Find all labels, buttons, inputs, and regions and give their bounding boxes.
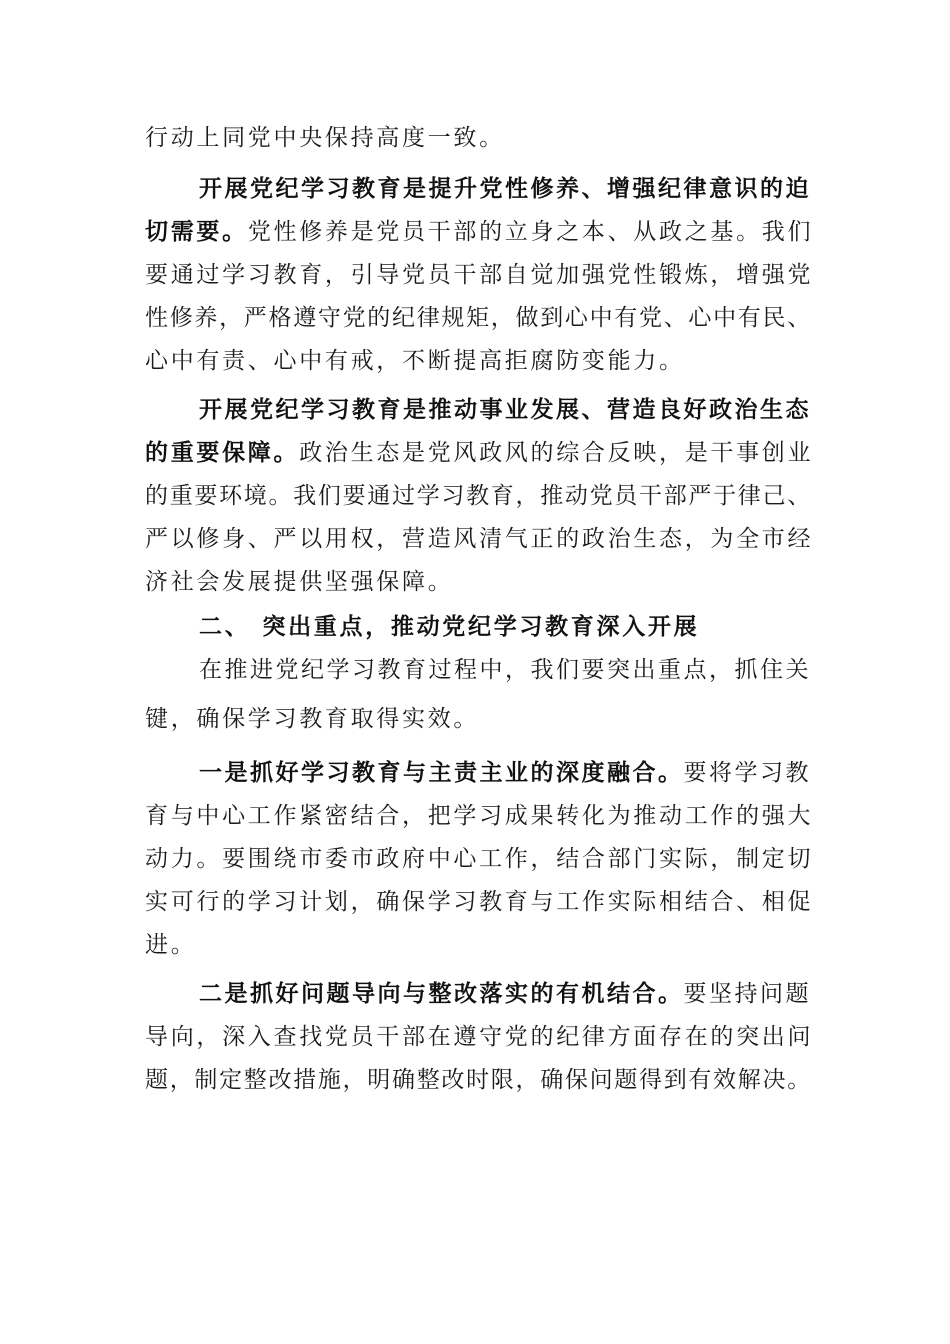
text-span: 要坚持问题 (683, 981, 811, 1007)
body-line (145, 346, 685, 376)
text-span: 要通过学习教育，引导党员干部自觉加强党性锻炼，增强党 (145, 262, 814, 288)
body-line (145, 1022, 813, 1052)
text-span: 导向，深入查找党员干部在遵守党的纪律方面存在的突出问 (145, 1024, 814, 1050)
section-number: 二、 (199, 614, 251, 640)
text-span: 济社会发展提供坚强保障。 (145, 569, 454, 595)
bold-lead-text: 的重要保障。 (145, 440, 300, 466)
text-span: 严以修身、严以用权，营造风清气正的政治生态，为全市经 (145, 526, 814, 552)
body-line (145, 930, 196, 960)
body-line (145, 567, 453, 597)
text-span: 要将学习教 (683, 760, 811, 786)
bold-lead-text: 二是抓好问题导向与整改落实的有机结合。 (199, 981, 684, 1007)
text-span: 进。 (145, 932, 197, 958)
body-line (145, 704, 479, 734)
body-line (145, 217, 813, 247)
bold-lead-line (199, 174, 811, 204)
text-span: 键，确保学习教育取得实效。 (145, 706, 480, 732)
text-span: 性修养，严格遵守党的纪律规矩，做到心中有党、心中有民、 (145, 305, 812, 331)
body-line (145, 481, 812, 511)
section-heading (199, 612, 699, 642)
text-span: 的重要环境。我们要通过学习教育，推动党员干部严于律己、 (145, 483, 812, 509)
body-line (145, 524, 813, 554)
body-line (199, 979, 811, 1009)
body-line (145, 844, 813, 874)
body-line (145, 438, 813, 468)
body-line (145, 303, 812, 333)
bold-lead-text: 一是抓好学习教育与主责主业的深度融合。 (199, 760, 684, 786)
text-span: 题，制定整改措施，明确整改时限，确保问题得到有效解决。 (145, 1067, 812, 1093)
text-span: 心中有责、心中有戒，不断提高拒腐防变能力。 (145, 348, 685, 374)
text-span: 动力。要围绕市委市政府中心工作，结合部门实际，制定切 (145, 846, 814, 872)
text-span: 党性修养是党员干部的立身之本、从政之基。我们 (247, 219, 814, 245)
text-span: 政治生态是党风政风的综合反映，是干事创业 (299, 440, 814, 466)
body-line (199, 655, 811, 685)
text-span: 实可行的学习计划，确保学习教育与工作实际相结合、相促 (145, 889, 814, 915)
bold-lead-text: 切需要。 (145, 219, 248, 245)
bold-lead-text: 开展党纪学习教育是推动事业发展、营造良好政治生态 (199, 397, 811, 423)
body-line (145, 260, 813, 290)
bold-lead-text: 开展党纪学习教育是提升党性修养、增强纪律意识的迫 (199, 176, 811, 202)
text-span: 在推进党纪学习教育过程中，我们要突出重点，抓住关 (199, 657, 811, 683)
text-span: 行动上同党中央保持高度一致。 (145, 125, 505, 151)
section-title: 突出重点，推动党纪学习教育深入开展 (262, 614, 700, 640)
body-line (145, 1065, 812, 1095)
body-line (145, 801, 813, 831)
body-line (145, 123, 505, 153)
text-span: 育与中心工作紧密结合，把学习成果转化为推动工作的强大 (145, 803, 814, 829)
bold-lead-line (199, 395, 811, 425)
body-line (199, 758, 811, 788)
body-line (145, 887, 813, 917)
